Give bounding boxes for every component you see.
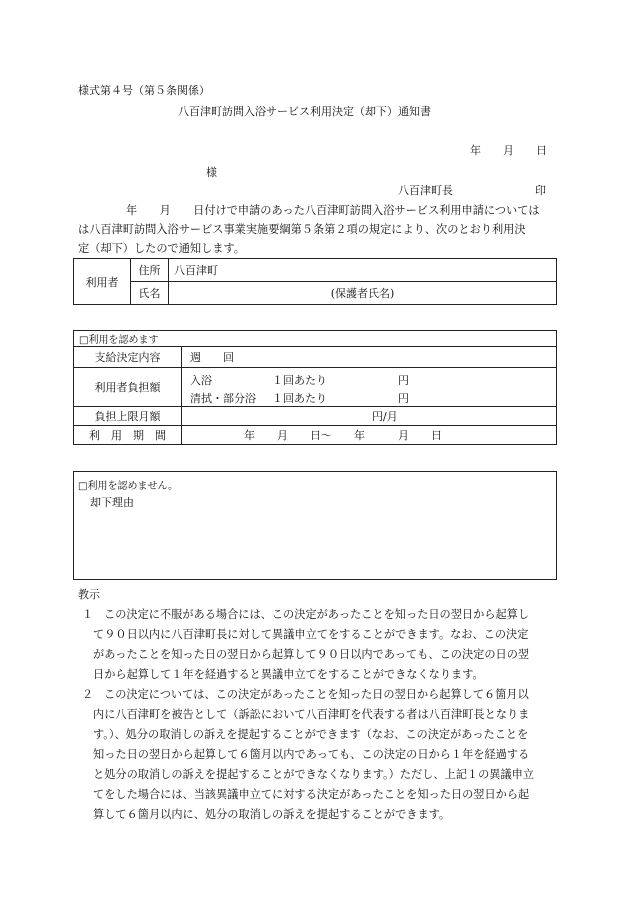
instruction-2-line: 内に八百津町を被告として（訴訟において八百津町を代表する者は八百津町長となりま <box>93 708 530 721</box>
user-header: 利用者 <box>74 259 131 305</box>
period-label: 利 用 期 間 <box>74 426 182 445</box>
instruction-1-line: 日から起算して１年を経過すると異議申立てをすることができなくなります。 <box>93 668 484 681</box>
bath-unit: 円 <box>398 374 409 387</box>
content-value: 週 回 <box>182 347 557 368</box>
instruction-2-line: 算して６箇月以内に、処分の取消しの訴えを提起することができます。 <box>93 808 451 821</box>
instruction-1-line: この決定に不服がある場合には、この決定があったことを知った日の翌日から起算し <box>104 608 530 621</box>
instruction-1-number: １ <box>82 608 94 621</box>
instruction-2-line: 知った日の翌日から起算して６箇月以内であっても、この決定の日から１年を経過する <box>93 748 530 761</box>
user-table <box>73 258 557 305</box>
instruction-2-line: と処分の取消しの訴えを提起することができなくなります。）ただし、上記１の異議申立 <box>93 768 535 781</box>
burden-cell <box>182 368 557 407</box>
seal-mark: 印 <box>535 184 546 197</box>
approve-heading: □利用を認めます <box>74 331 557 347</box>
intro-line-3: 定（却下）したので通知します。 <box>78 242 245 255</box>
name-label: 氏名 <box>131 282 169 305</box>
period-value: 年 月 日～ 年 月 日 <box>182 426 557 445</box>
instruction-2-number: ２ <box>82 688 94 701</box>
name-note: (保護者氏名) <box>169 282 557 305</box>
bath-per: １回あたり <box>272 374 327 387</box>
deny-box <box>73 471 557 580</box>
instruction-2-line: この決定については、この決定があったことを知った日の翌日から起算して６箇月以 <box>104 688 529 701</box>
addressee-suffix: 様 <box>206 166 217 179</box>
wipe-label: 清拭・部分浴 <box>190 392 256 405</box>
instruction-2-line: す。）、処分の取消しの訴えを提起することができます（なお、この決定があったことを <box>93 728 529 741</box>
date-line: 年 月 日 <box>470 144 547 157</box>
instruction-heading: 教示 <box>78 588 100 601</box>
deny-heading: □利用を認めません。 <box>78 481 179 492</box>
address-label: 住所 <box>131 259 169 282</box>
burden-label: 利用者負担額 <box>74 368 182 407</box>
limit-unit: 円/月 <box>182 407 557 426</box>
instruction-2-line: てをした場合には、当該異議申立てに対する決定があったことを知った日の翌日から起 <box>93 788 530 801</box>
instruction-1-line: があったことを知った日の翌日から起算して９０日以内であっても、この決定の日の翌 <box>93 648 530 661</box>
wipe-unit: 円 <box>398 392 409 405</box>
limit-label: 負担上限月額 <box>74 407 182 426</box>
issuer-name: 八百津町長 <box>398 184 453 197</box>
document-title: 八百津町訪問入浴サービス利用決定（却下）通知書 <box>178 105 431 118</box>
intro-line-2: は八百津町訪問入浴サービス事業実施要綱第５条第２項の規定により、次のとおり利用決 <box>78 223 526 236</box>
content-label: 支給決定内容 <box>74 347 182 368</box>
intro-line-1: 年 月 日付けで申請のあった八百津町訪問入浴サービス利用申請については <box>126 204 540 217</box>
form-number: 様式第４号（第５条関係） <box>78 84 210 97</box>
wipe-per: １回あたり <box>272 392 327 405</box>
bath-label: 入浴 <box>190 374 212 387</box>
deny-reason-label: 却下理由 <box>90 496 134 509</box>
approve-table <box>73 330 557 445</box>
instruction-1-line: て９０日以内に八百津町長に対して異議申立てをすることができます。なお、この決定 <box>93 628 529 641</box>
address-value: 八百津町 <box>169 259 557 282</box>
